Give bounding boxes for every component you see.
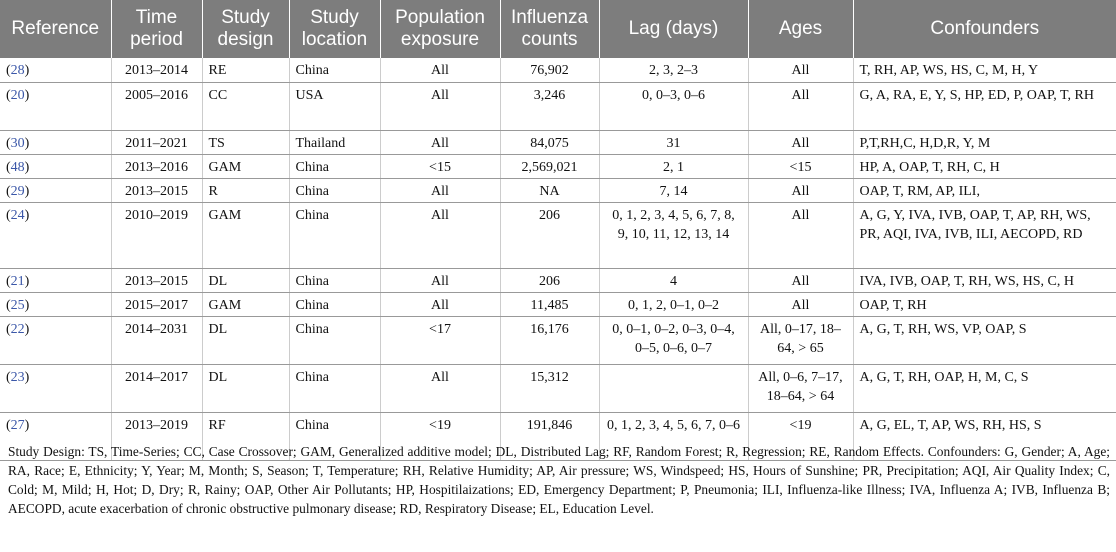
cell-confounders — [853, 364, 1116, 412]
cell-study-design — [202, 154, 289, 178]
cell-population-exposure — [380, 154, 500, 178]
cell-ages-text: All — [791, 297, 810, 313]
cell-population-exposure-text: All — [431, 87, 449, 103]
cell-influenza-counts-text: 2,569,021 — [521, 159, 578, 175]
reference-link[interactable]: 48 — [10, 159, 25, 175]
cell-reference: (28) — [0, 58, 111, 82]
cell-study-location-text: China — [295, 417, 329, 433]
table-row — [0, 130, 1116, 154]
cell-time-period-text: 2013–2014 — [125, 63, 188, 78]
cell-study-location — [289, 130, 380, 154]
header-study-design: Study design — [202, 0, 289, 58]
cell-study-location-text: Thailand — [295, 135, 346, 151]
cell-study-design — [202, 82, 289, 130]
cell-confounders — [853, 154, 1116, 178]
cell-lag — [599, 268, 748, 292]
cell-population-exposure-text: <15 — [429, 159, 451, 175]
cell-lag — [599, 364, 748, 412]
cell-confounders-text: A, G, Y, IVA, IVB, OAP, T, AP, RH, WS, PR, AQI, IVA, IVB, ILI, AECOPD, RD — [859, 207, 1091, 242]
cell-study-location-text: China — [295, 369, 329, 385]
cell-study-location — [289, 178, 380, 202]
cell-population-exposure-text: All — [431, 273, 449, 289]
cell-influenza-counts-text: 16,176 — [530, 321, 569, 337]
cell-influenza-counts — [500, 316, 599, 364]
cell-confounders — [853, 130, 1116, 154]
cell-study-location — [289, 364, 380, 412]
cell-influenza-counts — [500, 130, 599, 154]
cell-influenza-counts — [500, 58, 599, 82]
cell-confounders-text: T, RH, AP, WS, HS, C, M, H, Y — [859, 63, 1039, 78]
cell-ages — [748, 130, 853, 154]
cell-study-location-text: China — [295, 273, 329, 289]
cell-confounders-text: OAP, T, RM, AP, ILI, — [859, 183, 980, 199]
cell-study-design-text: CC — [208, 87, 228, 103]
cell-study-design — [202, 178, 289, 202]
cell-time-period-text: 2010–2019 — [125, 207, 188, 223]
cell-lag-text: 0, 0–1, 0–2, 0–3, 0–4, 0–5, 0–6, 0–7 — [612, 321, 735, 356]
cell-influenza-counts — [500, 202, 599, 268]
cell-ages-text: All, 0–17, 18–64, > 65 — [760, 321, 841, 356]
header-time-period: Time period — [111, 0, 202, 58]
cell-confounders-text: HP, A, OAP, T, RH, C, H — [859, 159, 1000, 175]
table-row — [0, 364, 1116, 412]
cell-study-location-text: China — [295, 183, 329, 199]
cell-influenza-counts — [500, 178, 599, 202]
table-row — [0, 178, 1116, 202]
cell-ages — [748, 178, 853, 202]
reference-link[interactable]: 20 — [10, 87, 25, 103]
cell-ages — [748, 268, 853, 292]
header-influenza-counts: Influenza counts — [500, 0, 599, 58]
cell-lag — [599, 202, 748, 268]
cell-ages — [748, 364, 853, 412]
cell-time-period — [111, 316, 202, 364]
cell-study-design — [202, 202, 289, 268]
cell-population-exposure — [380, 364, 500, 412]
cell-reference: (24) — [0, 202, 111, 268]
cell-study-location — [289, 316, 380, 364]
cell-ages-text: All — [791, 273, 810, 289]
cell-reference: (21) — [0, 268, 111, 292]
cell-population-exposure — [380, 316, 500, 364]
cell-lag-text: 4 — [670, 273, 677, 289]
cell-ages-text: <19 — [789, 417, 812, 433]
cell-population-exposure-text: All — [431, 207, 449, 223]
cell-time-period-text: 2013–2019 — [125, 417, 188, 433]
cell-influenza-counts-text: 84,075 — [530, 135, 569, 151]
cell-confounders — [853, 316, 1116, 364]
cell-ages — [748, 316, 853, 364]
cell-lag — [599, 316, 748, 364]
cell-population-exposure — [380, 292, 500, 316]
cell-influenza-counts-text: 3,246 — [533, 87, 566, 103]
cell-confounders-text: OAP, T, RH — [859, 297, 927, 313]
header-reference: Reference — [0, 0, 111, 58]
cell-population-exposure — [380, 130, 500, 154]
table-row — [0, 202, 1116, 268]
cell-lag-text: 7, 14 — [659, 183, 688, 199]
cell-influenza-counts-text: NA — [539, 183, 560, 199]
cell-ages — [748, 292, 853, 316]
cell-time-period-text: 2014–2031 — [125, 321, 188, 337]
cell-lag-text: 0, 0–3, 0–6 — [642, 87, 705, 103]
cell-lag — [599, 82, 748, 130]
header-lag: Lag (days) — [599, 0, 748, 58]
cell-ages-text: All — [791, 135, 810, 151]
cell-influenza-counts — [500, 82, 599, 130]
cell-influenza-counts-text: 206 — [539, 207, 560, 223]
header-population-exposure: Population exposure — [380, 0, 500, 58]
cell-lag-text: 0, 1, 2, 3, 4, 5, 6, 7, 8, 9, 10, 11, 12, 13, 14 — [612, 207, 735, 242]
cell-ages-text: All — [791, 183, 810, 199]
cell-influenza-counts — [500, 364, 599, 412]
cell-reference: (23) — [0, 364, 111, 412]
cell-time-period-text: 2011–2021 — [125, 135, 188, 151]
cell-ages — [748, 154, 853, 178]
cell-study-design-text: DL — [208, 369, 228, 385]
table-row — [0, 316, 1116, 364]
cell-population-exposure-text: All — [431, 297, 449, 313]
cell-population-exposure — [380, 178, 500, 202]
cell-time-period — [111, 154, 202, 178]
cell-confounders — [853, 202, 1116, 268]
reference-link[interactable]: 28 — [10, 63, 25, 78]
cell-population-exposure-text: All — [431, 183, 449, 199]
cell-lag — [599, 130, 748, 154]
cell-population-exposure-text: <17 — [429, 321, 451, 337]
cell-study-location-text: China — [295, 63, 329, 78]
cell-study-design-text: TS — [208, 135, 225, 151]
cell-influenza-counts-text: 191,846 — [526, 417, 573, 433]
cell-study-location — [289, 268, 380, 292]
cell-ages-text: All — [791, 87, 810, 103]
cell-lag — [599, 58, 748, 82]
cell-ages-text: <15 — [789, 159, 812, 175]
reference-link[interactable]: 27 — [10, 417, 25, 433]
reference-link[interactable]: 22 — [10, 321, 25, 337]
cell-lag — [599, 178, 748, 202]
cell-study-location-text: China — [295, 207, 329, 223]
cell-population-exposure-text: All — [431, 63, 449, 78]
cell-population-exposure-text: All — [431, 369, 449, 385]
cell-reference: (30) — [0, 130, 111, 154]
reference-link[interactable]: 25 — [10, 297, 25, 313]
cell-study-location-text: China — [295, 159, 329, 175]
cell-time-period — [111, 82, 202, 130]
cell-population-exposure — [380, 202, 500, 268]
cell-influenza-counts — [500, 154, 599, 178]
reference-link[interactable]: 21 — [10, 273, 25, 289]
cell-influenza-counts-text: 76,902 — [530, 63, 569, 78]
cell-time-period-text: 2013–2015 — [125, 273, 188, 289]
cell-reference: (27) — [0, 412, 111, 460]
cell-time-period-text: 2013–2016 — [125, 159, 188, 175]
cell-time-period-text: 2015–2017 — [125, 297, 188, 313]
cell-population-exposure-text: <19 — [429, 417, 451, 433]
cell-study-location — [289, 292, 380, 316]
reference-link[interactable]: 29 — [10, 183, 25, 199]
cell-study-design-text: RF — [208, 417, 226, 433]
cell-reference: (48) — [0, 154, 111, 178]
cell-confounders — [853, 58, 1116, 82]
cell-study-design — [202, 364, 289, 412]
table-row — [0, 154, 1116, 178]
cell-influenza-counts — [500, 292, 599, 316]
cell-confounders-text: IVA, IVB, OAP, T, RH, WS, HS, C, H — [859, 273, 1074, 289]
cell-study-design — [202, 316, 289, 364]
cell-lag-text: 0, 1, 2, 3, 4, 5, 6, 7, 0–6 — [607, 417, 740, 433]
cell-influenza-counts — [500, 268, 599, 292]
cell-study-design-text: GAM — [208, 207, 242, 223]
cell-ages — [748, 58, 853, 82]
header-study-location: Study location — [289, 0, 380, 58]
cell-time-period — [111, 58, 202, 82]
cell-time-period — [111, 130, 202, 154]
cell-time-period — [111, 178, 202, 202]
header-row — [0, 0, 1116, 58]
cell-influenza-counts-text: 206 — [539, 273, 560, 289]
cell-confounders — [853, 178, 1116, 202]
reference-link[interactable]: 30 — [10, 135, 25, 151]
cell-time-period — [111, 292, 202, 316]
cell-confounders-text: G, A, RA, E, Y, S, HP, ED, P, OAP, T, RH — [859, 87, 1094, 103]
cell-ages — [748, 202, 853, 268]
cell-population-exposure — [380, 58, 500, 82]
cell-confounders — [853, 268, 1116, 292]
cell-reference: (22) — [0, 316, 111, 364]
cell-confounders — [853, 292, 1116, 316]
table-row — [0, 58, 1116, 82]
cell-ages-text: All, 0–6, 7–17, 18–64, > 64 — [758, 369, 843, 404]
cell-ages-text: All — [791, 63, 810, 78]
cell-population-exposure-text: All — [431, 135, 449, 151]
cell-study-design — [202, 268, 289, 292]
cell-influenza-counts-text: 15,312 — [530, 369, 569, 385]
cell-confounders-text: A, G, T, RH, OAP, H, M, C, S — [859, 369, 1029, 385]
cell-population-exposure — [380, 268, 500, 292]
cell-confounders-text: P,T,RH,C, H,D,R, Y, M — [859, 135, 991, 151]
cell-reference: (25) — [0, 292, 111, 316]
table-row — [0, 292, 1116, 316]
cell-study-design-text: R — [208, 183, 218, 199]
cell-lag-text: 31 — [666, 135, 681, 151]
table-row — [0, 82, 1116, 130]
cell-study-location-text: China — [295, 321, 329, 337]
cell-confounders — [853, 82, 1116, 130]
cell-lag-text: 0, 1, 2, 0–1, 0–2 — [628, 297, 719, 313]
cell-influenza-counts-text: 11,485 — [530, 297, 569, 313]
cell-study-design-text: GAM — [208, 159, 242, 175]
cell-time-period — [111, 364, 202, 412]
cell-study-location — [289, 154, 380, 178]
cell-ages — [748, 82, 853, 130]
cell-study-design-text: DL — [208, 321, 228, 337]
cell-population-exposure — [380, 82, 500, 130]
table-footnote: Study Design: TS, Time-Series; CC, Case Crossover; GAM, Generalized additive model; DL, Distributed Lag; RF, Random Forest; R, Regression; RE, Random Effects. Confounders: G, Gender; A, Age; RA, Race; E, Ethnicity; Y, Year; M, Month; S, Season; T, Temperature; RH, Relative Humidity; AP, Air pressure; WS, Windspeed; HS, Hours of Sunshine; PR, Precipitation; AQI, Air Quality Index; C, Cold; M, Mild; H, Hot; D, Dry; R, Rainy; OAP, Other Air Pollutants; HP, Hospitilaizations; ED, Emergency Department; P, Pneumonia; ILI, Influenza-like Illness; IVA, Influenza A; IVB, Influenza B; AECOPD, acute exacerbation of chronic obstructive pulmonary disease; RD, Respiratory Disease; EL, Education Level. — [8, 444, 1110, 516]
header-ages: Ages — [748, 0, 853, 58]
cell-confounders-text: A, G, EL, T, AP, WS, RH, HS, S — [859, 417, 1042, 433]
cell-time-period-text: 2014–2017 — [125, 369, 188, 385]
cell-study-design-text: RE — [208, 63, 227, 78]
cell-lag-text: 2, 1 — [663, 159, 684, 175]
cell-lag — [599, 292, 748, 316]
cell-time-period — [111, 268, 202, 292]
cell-study-design-text: DL — [208, 273, 228, 289]
cell-time-period-text: 2005–2016 — [125, 87, 188, 103]
cell-lag-text: 2, 3, 2–3 — [649, 63, 698, 78]
cell-ages-text: All — [791, 207, 810, 223]
cell-study-design — [202, 130, 289, 154]
reference-link[interactable]: 24 — [10, 207, 25, 223]
cell-study-design — [202, 58, 289, 82]
cell-study-location — [289, 58, 380, 82]
table-row — [0, 268, 1116, 292]
cell-reference: (20) — [0, 82, 111, 130]
cell-study-location — [289, 202, 380, 268]
cell-confounders-text: A, G, T, RH, WS, VP, OAP, S — [859, 321, 1027, 337]
cell-study-location — [289, 82, 380, 130]
cell-study-location-text: China — [295, 297, 329, 313]
cell-time-period-text: 2013–2015 — [125, 183, 188, 199]
cell-reference: (29) — [0, 178, 111, 202]
cell-study-design-text: GAM — [208, 297, 242, 313]
cell-study-location-text: USA — [295, 87, 324, 103]
cell-time-period — [111, 202, 202, 268]
reference-link[interactable]: 23 — [10, 369, 25, 385]
cell-study-design — [202, 292, 289, 316]
header-confounders: Confounders — [853, 0, 1116, 58]
cell-lag — [599, 154, 748, 178]
